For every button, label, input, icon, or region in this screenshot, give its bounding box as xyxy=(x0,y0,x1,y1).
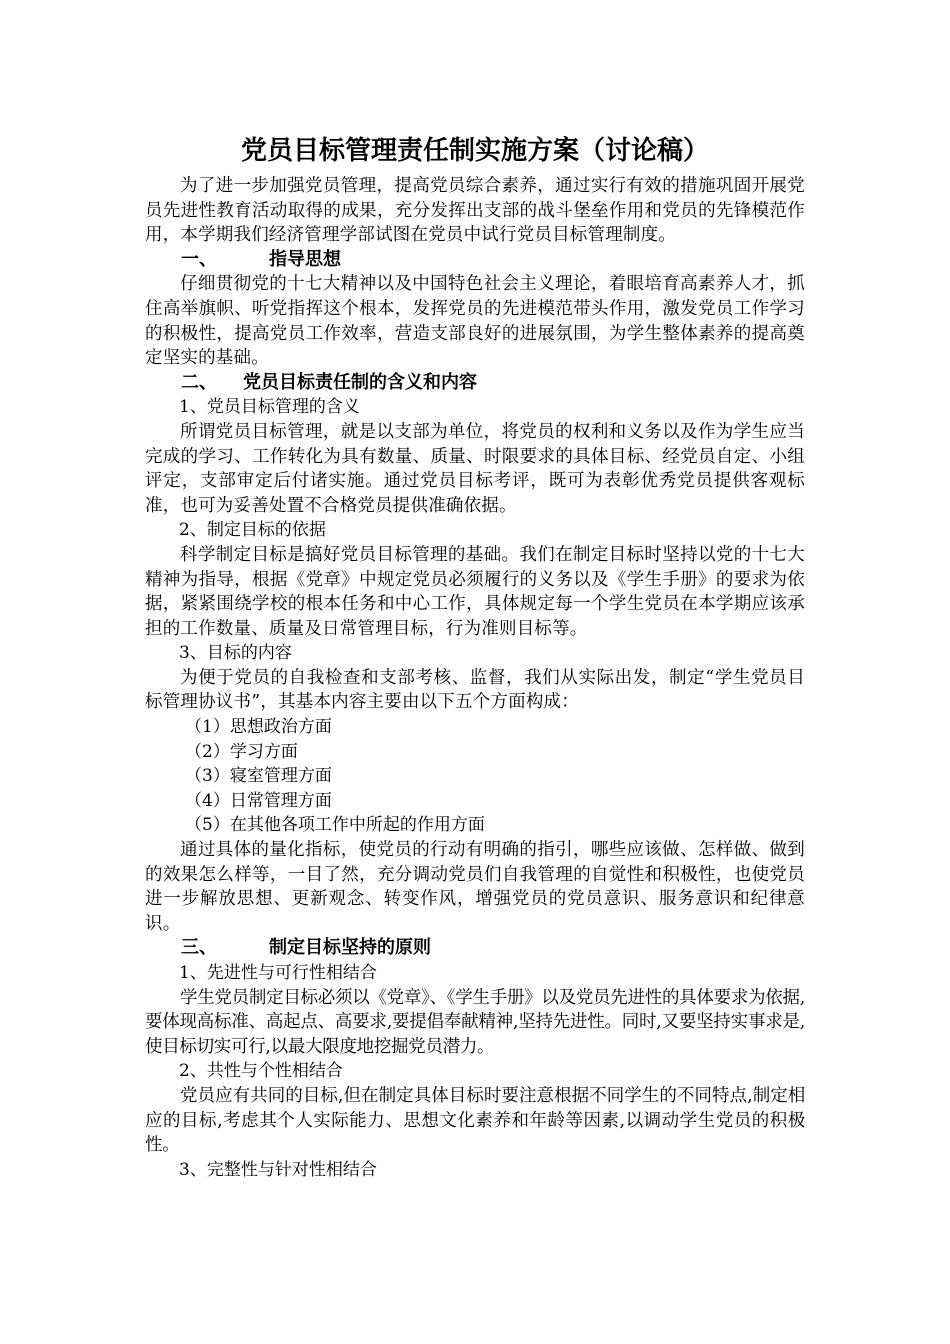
subsection-title: 1、先进性与可行性相结合 xyxy=(179,963,377,983)
section-number: 三、 xyxy=(181,937,217,959)
subsection-title: 3、完整性与针对性相结合 xyxy=(179,1159,377,1180)
subsection-body: 党员应有共同的目标,但在制定具体目标时要注意根据不同学生的不同特点,制定相应的目标,考虑其个人实际能力、思想文化素养和年龄等因素,以调动学生党员的积极性。 xyxy=(145,1085,805,1156)
subsection-title: 2、制定目标的依据 xyxy=(179,520,326,541)
section-number: 二、 xyxy=(181,371,217,393)
document-title: 党员目标管理责任制实施方案（讨论稿） xyxy=(240,136,709,166)
subsection-title: 1、党员目标管理的含义 xyxy=(179,397,360,418)
section-1-body: 仔细贯彻党的十七大精神以及中国特色社会主义理论，着眼培育高素养人才，抓住高举旗帜、听党指挥这个根本，发挥党员的先进模范带头作用，激发党员工作学习的积极性，提高党员工作效率，营造支部良好的进展氛围，为学生整体素养的提高奠定坚实的基础。 xyxy=(145,274,805,369)
subsection-body: 所谓党员目标管理，就是以支部为单位，将党员的权利和义务以及作为学生应当完成的学习、工作转化为具有数量、质量、时限要求的具体目标、经党员自定、小组评定，支部审定后付诸实施。通过党员目标考评，既可为表彰优秀党员提供客观标准，也可为妥善处置不合格党员提供准确依据。 xyxy=(145,421,805,516)
subsection-body: 学生党员制定目标必须以《党章》、《学生手册》以及党员先进性的具体要求为依据,要体现高标准、高起点、高要求,要提倡奉献精神,坚持先进性。同时,又要坚持实事求是,使目标切实可行,以最大限度地挖掘党员潜力。 xyxy=(145,987,805,1057)
list-item: （2）学习方面 xyxy=(185,741,298,762)
subsection-title: 3、目标的内容 xyxy=(179,643,292,664)
subsection-body: 为便于党员的自我检查和支部考核、监督，我们从实际出发，制定“学生党员目标管理协议书”，其基本内容主要由以下五个方面构成： xyxy=(145,667,805,713)
list-item: （5）在其他各项工作中所起的作用方面 xyxy=(185,815,485,836)
subsection-body: 科学制定目标是搞好党员目标管理的基础。我们在制定目标时坚持以党的十七大精神为指导，根据《党章》中规定党员必须履行的义务以及《学生手册》的要求为依据，紧紧围绕学校的根本任务和中心工作，具体规定每一个学生党员在本学期应该承担的工作数量、质量及日常管理目标，行为准则目标等。 xyxy=(145,544,805,639)
document-page xyxy=(145,128,805,1182)
section-number: 一、 xyxy=(181,248,217,270)
list-item: （1）思想政治方面 xyxy=(185,717,332,738)
section-title: 党员目标责任制的含义和内容 xyxy=(243,371,477,393)
list-item: （4）日常管理方面 xyxy=(185,790,332,811)
list-item: （3）寝室管理方面 xyxy=(185,766,332,787)
section-heading-3 xyxy=(145,936,805,961)
section-title: 制定目标坚持的原则 xyxy=(269,937,431,959)
subsection-title: 2、共性与个性相结合 xyxy=(179,1061,343,1082)
section-heading-2 xyxy=(145,371,805,396)
intro-paragraph: 为了进一步加强党员管理，提高党员综合素养，通过实行有效的措施巩固开展党员先进性教育活动取得的成果，充分发挥出支部的战斗堡垒作用和党员的先锋模范作用，本学期我们经济管理学部试图在党员中试行党员目标管理制度。 xyxy=(145,176,805,246)
subsection-closing: 通过具体的量化指标，使党员的行动有明确的指引，哪些应该做、怎样做、做到的效果怎么样等，一目了然，充分调动党员们自我管理的自觉性和积极性，也使党员进一步解放思想、更新观念、转变作风，增强党员的党员意识、服务意识和纪律意识。 xyxy=(145,840,805,934)
section-title: 指导思想 xyxy=(269,248,341,270)
section-heading-1 xyxy=(145,248,805,273)
